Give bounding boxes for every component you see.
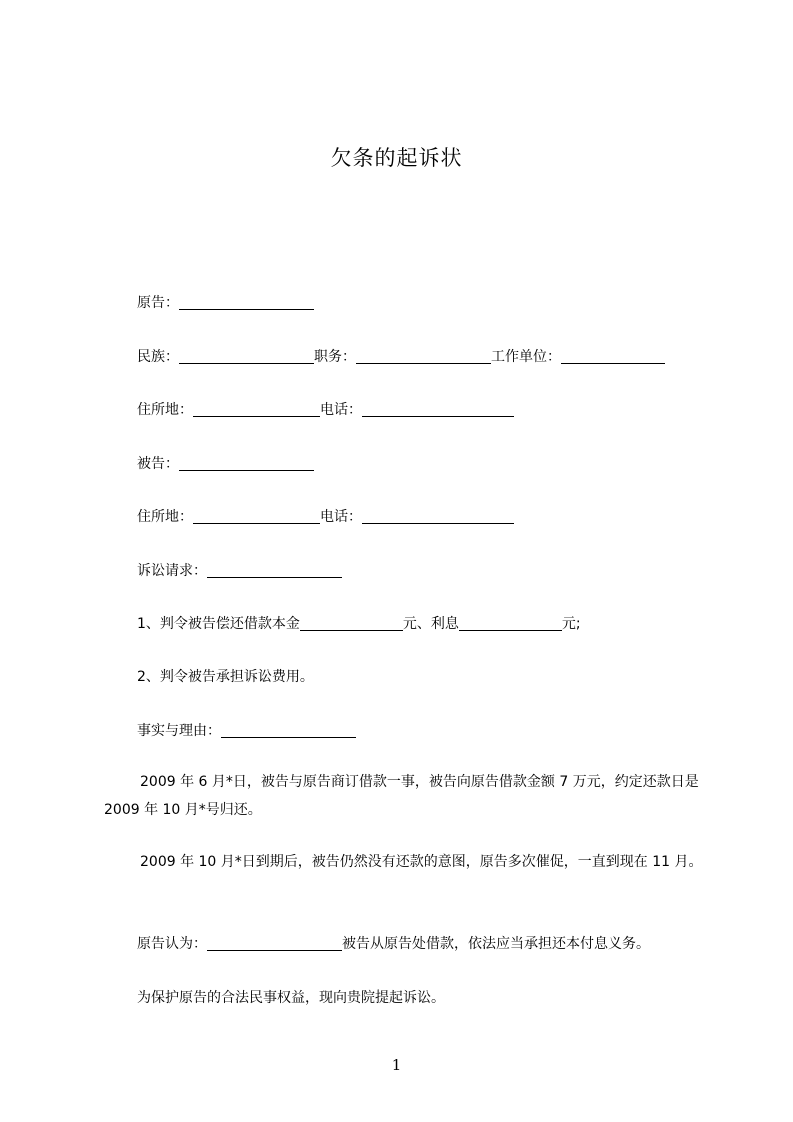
facts-blank bbox=[221, 722, 356, 738]
claims-blank bbox=[207, 562, 342, 578]
employer-label: 工作单位： bbox=[491, 349, 561, 365]
claim1-prefix: 1、判令被告偿还借款本金 bbox=[137, 616, 300, 632]
residence-label: 住所地： bbox=[137, 509, 193, 525]
phone-blank bbox=[362, 401, 514, 417]
position-label: 职务： bbox=[314, 349, 356, 365]
plaintiff-label: 原告： bbox=[137, 295, 179, 311]
opinion-suffix: 被告从原告处借款，依法应当承担还本付息义务。 bbox=[342, 936, 650, 952]
residence-label: 住所地： bbox=[137, 402, 193, 418]
defendant-line bbox=[137, 453, 314, 473]
ethnicity-blank bbox=[179, 348, 314, 364]
opinion-blank bbox=[207, 935, 342, 951]
plaintiff-residence-line bbox=[137, 399, 514, 419]
claim-1 bbox=[137, 613, 581, 633]
ethnicity-label: 民族： bbox=[137, 349, 179, 365]
ethnicity-line bbox=[137, 346, 665, 366]
principal-blank bbox=[300, 615, 403, 631]
defendant-label: 被告： bbox=[137, 456, 179, 472]
position-blank bbox=[356, 348, 491, 364]
phone-label: 电话： bbox=[320, 509, 362, 525]
opinion-prefix: 原告认为： bbox=[137, 936, 207, 952]
claim-2: 2、判令被告承担诉讼费用。 bbox=[137, 669, 314, 685]
residence-blank bbox=[193, 508, 320, 524]
plaintiff-line bbox=[137, 292, 314, 312]
employer-blank bbox=[561, 348, 665, 364]
phone-blank bbox=[362, 508, 514, 524]
claim1-suffix: 元; bbox=[561, 616, 581, 632]
facts-line bbox=[137, 720, 356, 740]
phone-label: 电话： bbox=[320, 402, 362, 418]
page-number: 1 bbox=[391, 1056, 402, 1074]
claims-label: 诉讼请求： bbox=[137, 563, 207, 579]
residence-blank bbox=[193, 401, 320, 417]
interest-blank bbox=[459, 615, 562, 631]
fact-paragraph-2: 2009 年 10 月*日到期后，被告仍然没有还款的意图，原告多次催促，一直到现在 11 月。 bbox=[140, 854, 703, 870]
document-title: 欠条的起诉状 bbox=[330, 146, 463, 170]
facts-label: 事实与理由： bbox=[137, 723, 221, 739]
claims-line bbox=[137, 560, 342, 580]
defendant-residence-line bbox=[137, 506, 514, 526]
fact-paragraph-1: 2009 年 6 月*日，被告与原告商订借款一事，被告向原告借款金额 7 万元，约定还款日是 2009 年 10 月*号归还。 bbox=[104, 774, 699, 818]
conclusion: 为保护原告的合法民事权益，现向贵院提起诉讼。 bbox=[137, 990, 445, 1006]
claim1-mid: 元、利息 bbox=[402, 616, 459, 632]
plaintiff-blank bbox=[179, 294, 314, 310]
opinion-line bbox=[137, 933, 650, 953]
defendant-blank bbox=[179, 455, 314, 471]
